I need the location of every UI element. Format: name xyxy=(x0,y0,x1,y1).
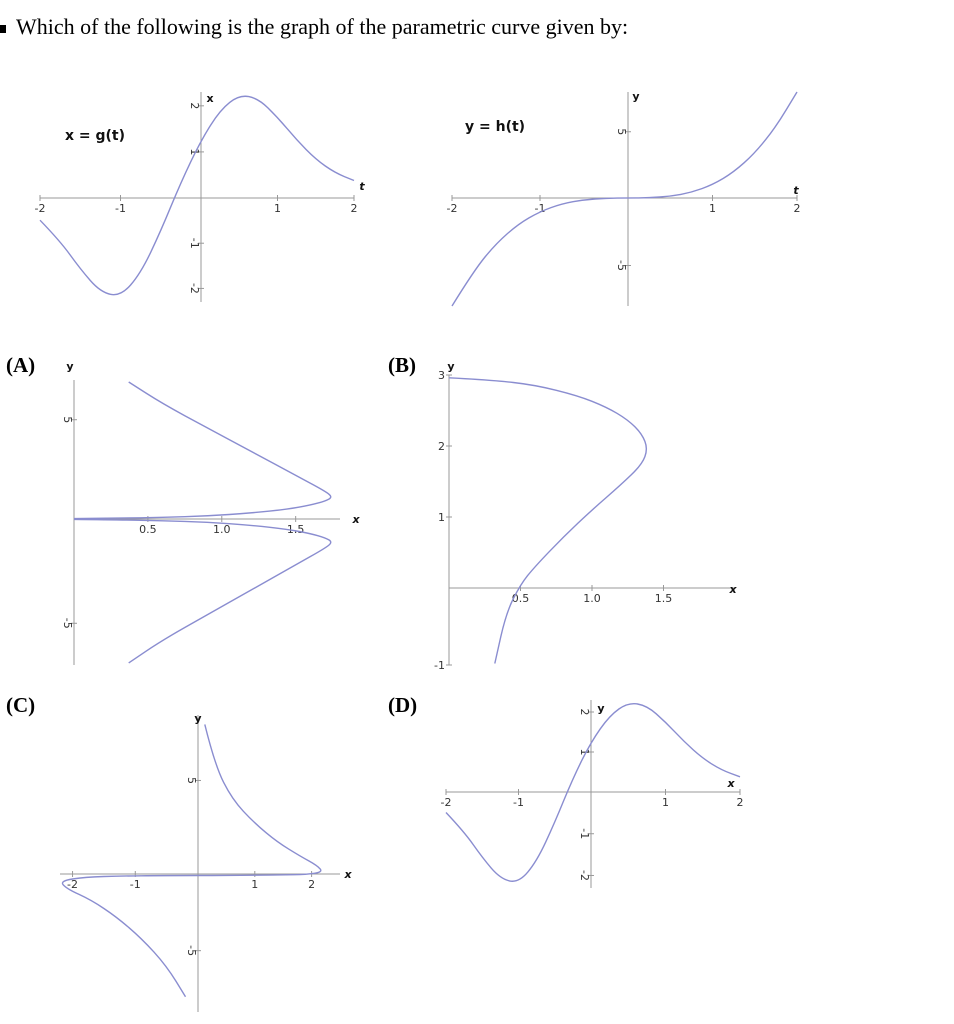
plot-d-y-tick-label: -1 xyxy=(578,828,591,840)
plot-d-x-tick-label: 1 xyxy=(662,796,669,809)
plot-d-x-tick-label: -2 xyxy=(440,796,452,809)
plot-a-x-axis-label: x xyxy=(352,513,360,526)
plot-h-x-tick-label: -2 xyxy=(446,202,458,215)
plot-h-y-axis-label: y xyxy=(632,90,640,103)
question-label: Which of the following is the graph of the parametric curve given by: xyxy=(16,14,629,39)
plot-b-x-axis-label: x xyxy=(729,583,737,596)
plot-b-x-tick-label: 1.5 xyxy=(654,592,673,605)
plot-b-y-tick-label: 3 xyxy=(438,369,445,382)
plot-a-x-tick-label: 1.5 xyxy=(286,523,305,536)
plot-h-title: y = h(t) xyxy=(465,119,526,135)
plot-h-x-tick-label: -1 xyxy=(534,202,546,215)
option-a-label[interactable]: (A) xyxy=(6,353,36,377)
plot-a-curve-upper xyxy=(74,382,331,519)
plot-b-y-axis-label: y xyxy=(447,360,455,373)
plot-h-x-tick-label: 1 xyxy=(709,202,716,215)
plot-g-y-tick-label: -1 xyxy=(188,237,201,249)
plot-b-x-tick-label: 1.0 xyxy=(583,592,601,605)
plot-d-x-axis-label: x xyxy=(727,777,735,790)
plot-h-y-tick-label: -5 xyxy=(615,260,628,271)
plot-d-y-tick-label: 2 xyxy=(578,708,591,716)
plot-d-x-tick-label: -1 xyxy=(513,796,524,809)
plot-h-y-tick-label: 5 xyxy=(615,128,628,136)
plot-b-y-tick-label: 1 xyxy=(438,511,445,524)
option-d-label[interactable]: (D) xyxy=(388,693,418,717)
plot-d-y-axis-label: y xyxy=(597,702,605,715)
plot-a-curve-lower xyxy=(74,519,331,663)
plot-c-y-tick-label: 5 xyxy=(185,776,198,784)
plot-c-x-axis-label: x xyxy=(344,868,352,881)
plot-g-x-tick-label: -1 xyxy=(115,202,126,215)
plot-g-x-axis-label: t xyxy=(359,180,365,193)
plot-g-x-tick-label: 1 xyxy=(274,202,281,215)
plot-g-curve-g xyxy=(40,96,354,294)
plot-c-y-tick-label: -5 xyxy=(185,945,198,957)
plot-g-y-axis-label: x xyxy=(206,92,214,105)
plot-a-y-axis-label: y xyxy=(66,360,74,373)
plot-c-curve-right xyxy=(198,724,321,875)
plot-b-y-tick-label: -1 xyxy=(434,659,445,672)
plot-g-x-tick-label: -2 xyxy=(34,202,46,215)
plot-d-x-tick-label: 2 xyxy=(736,796,744,809)
plot-g-title: x = g(t) xyxy=(65,128,126,144)
plot-g-y-tick-label: -2 xyxy=(188,282,201,294)
plot-a-y-tick-label: 5 xyxy=(61,416,74,424)
option-c-label[interactable]: (C) xyxy=(6,693,36,717)
plot-c-x-tick-label: -2 xyxy=(67,878,79,891)
plot-b-curve-B xyxy=(449,378,646,664)
plot-c-y-axis-label: y xyxy=(194,712,202,725)
plot-c-x-tick-label: -1 xyxy=(129,878,141,891)
plot-h-x-tick-label: 2 xyxy=(793,202,801,215)
plot-g-y-tick-label: 1 xyxy=(188,148,201,156)
plot-h-x-axis-label: t xyxy=(793,184,799,197)
plot-c-x-tick-label: 1 xyxy=(251,878,259,891)
plot-g-x-tick-label: 2 xyxy=(350,202,358,215)
plot-c-curve-left xyxy=(62,876,198,997)
plot-c-x-tick-label: 2 xyxy=(308,878,316,891)
plot-a-y-tick-label: -5 xyxy=(61,617,74,629)
option-b-label[interactable]: (B) xyxy=(388,353,416,377)
plot-a-x-tick-label: 0.5 xyxy=(139,523,157,536)
plot-g-y-tick-label: 2 xyxy=(188,102,201,110)
plot-b-x-tick-label: 0.5 xyxy=(511,592,530,605)
plot-b-y-tick-label: 2 xyxy=(438,440,445,453)
plot-d-y-tick-label: 1 xyxy=(578,748,591,756)
plot-d-y-tick-label: -2 xyxy=(578,869,591,881)
plot-a-x-tick-label: 1.0 xyxy=(213,523,231,536)
